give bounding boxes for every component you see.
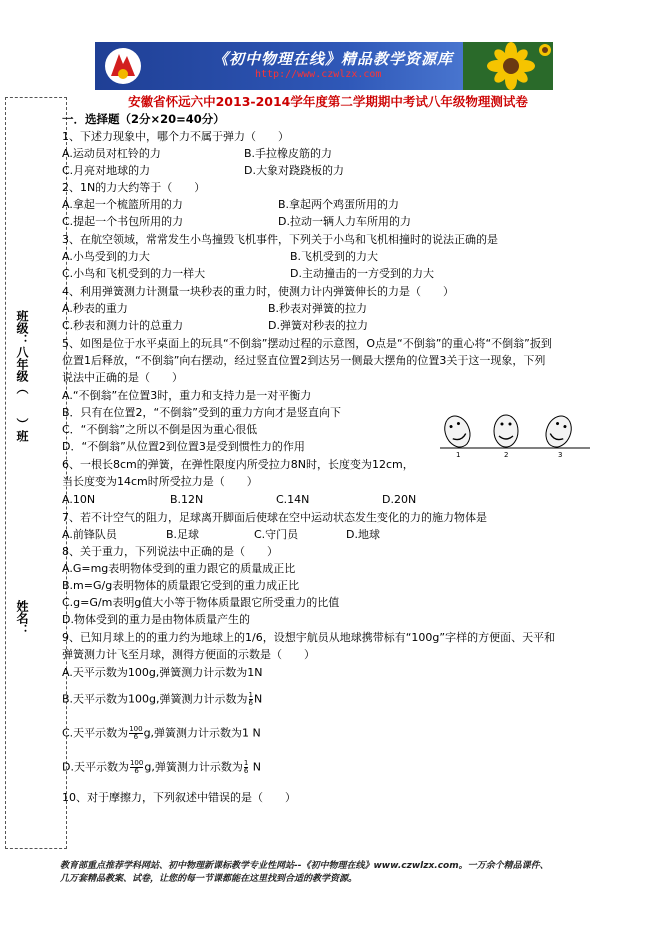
question-1-option-c: C.月亮对地球的力	[62, 164, 151, 177]
question-4-stem: 4、利用弹簧测力计测量一块秒表的重力时，使测力计内弹簧伸长的力是（ ）	[62, 285, 454, 298]
figure-label-3: 3	[558, 451, 563, 459]
question-2-option-b: B.拿起两个鸡蛋所用的力	[278, 198, 400, 211]
question-3-option-c: C.小鸟和飞机受到的力一样大	[62, 267, 206, 280]
question-4-option-b: B.秒表对弹簧的拉力	[268, 302, 368, 315]
header-banner	[95, 42, 553, 90]
question-8-option-b: B.m=G/g表明物体的质量跟它受到的重力成正比	[62, 579, 300, 592]
question-1-option-b: B.手拉橡皮筋的力	[244, 147, 333, 160]
class-label: 班级：八年级（ ）班	[15, 310, 29, 442]
footer-line-1: 教育部重点推荐学科网站、初中物理新课标教学专业性网站--《初中物理在线》www.czwlzx.com。一万余个精品课件、	[60, 861, 549, 871]
tumbler-position-1	[440, 412, 474, 451]
question-6-stem-1: 6、一根长8cm的弹簧，在弹性限度内所受拉力8N时，长度变为12cm，	[62, 458, 414, 471]
question-5-stem-1: 5、如图是位于水平桌面上的玩具“不倒翁”摆动过程的示意图，O点是“不倒翁”的重心将“不倒翁”扳到	[62, 337, 552, 350]
section-heading: 一．选择题（2分×20=40分）	[62, 112, 225, 126]
question-8-option-d: D.物体受到的重力是由物体质量产生的	[62, 613, 250, 626]
question-2-option-a: A.拿起一个梳篮所用的力	[62, 198, 183, 211]
fraction: $\frac{100}{6}$	[129, 725, 143, 741]
question-1-option-d: D.大象对跷跷板的力	[244, 164, 344, 177]
question-9-stem-1: 9、已知月球上的的重力约为地球上的1/6，设想宇航员从地球携带标有“100g”字样的方便面、天平和	[62, 631, 556, 644]
fraction: $\frac{100}{6}$	[129, 759, 144, 775]
question-5-option-d: D．“不倒翁”从位置2到位置3是受到惯性力的作用	[62, 440, 305, 453]
question-4-option-a: A.秒表的重力	[62, 302, 128, 315]
tumbler-position-2	[494, 415, 518, 447]
question-2-option-d: D.拉动一辆人力车所用的力	[278, 215, 411, 228]
question-5-option-c: C．“不倒翁”之所以不倒是因为重心很低	[62, 423, 258, 436]
question-6-option-b: B.12N	[170, 493, 204, 506]
question-7-option-a: A.前锋队员	[62, 528, 117, 541]
question-9-option-a: A.天平示数为100g,弹簧测力计示数为1N	[62, 666, 263, 679]
question-6-option-d: D.20N	[382, 493, 417, 506]
question-8-option-c: C.g=G/m表明g值大小等于物体质量跟它所受重力的比值	[62, 596, 340, 609]
question-9-stem-2: 弹簧测力计飞至月球，测得方便面的示数是（ ）	[62, 648, 315, 661]
footer-line-2: 几万套精品教案、试卷，让您的每一节课都能在这里找到合适的教学资源。	[60, 874, 358, 884]
exam-title: 安徽省怀远六中2013-2014学年度第二学期期中考试八年级物理测试卷	[128, 94, 528, 109]
question-3-option-b: B.飞机受到的力大	[290, 250, 379, 263]
question-7-option-b: B.足球	[166, 528, 200, 541]
question-4-option-c: C.秒表和测力计的总重力	[62, 319, 184, 332]
sunflower-image	[463, 42, 553, 90]
banner-url[interactable]: http://www.czwlzx.com	[255, 69, 382, 80]
question-6-option-a: A.10N	[62, 493, 96, 506]
question-3-option-d: D.主动撞击的一方受到的力大	[290, 267, 434, 280]
question-5-option-a: A.“不倒翁”在位置3时，重力和支持力是一对平衡力	[62, 389, 312, 402]
question-9-option-d: D.天平示数为 $\frac{100}{6}$ g,弹簧测力计示数为 $\frac{1}{6}$ N	[62, 759, 262, 775]
site-logo-icon	[103, 46, 143, 86]
question-8-option-a: A.G=mg表明物体受到的重力跟它的质量成正比	[62, 562, 296, 575]
name-label: 姓名：	[15, 600, 29, 636]
question-9-option-b: B.天平示数为100g,弹簧测力计示数为 $\frac{1}{6}$ N	[62, 691, 263, 707]
fraction: $\frac{1}{6}$	[243, 759, 249, 775]
question-4-option-d: D.弹簧对秒表的拉力	[268, 319, 368, 332]
fraction: $\frac{1}{6}$	[248, 691, 253, 707]
question-2-stem: 2、1N的力大约等于（ ）	[62, 181, 206, 194]
student-info-box	[5, 97, 67, 849]
question-8-stem: 8、关于重力，下列说法中正确的是（ ）	[62, 545, 278, 558]
question-5-stem-3: 说法中正确的是（ ）	[62, 371, 183, 384]
question-7-stem: 7、若不计空气的阻力，足球离开脚面后使球在空中运动状态发生变化的力的施力物体是	[62, 511, 487, 524]
option-b-text: B.天平示数为100g,弹簧测力计示数为	[62, 692, 248, 706]
tumbler-position-3	[542, 412, 576, 451]
figure-label-2: 2	[504, 451, 509, 459]
figure-label-1: 1	[456, 451, 461, 459]
question-1-option-a: A.运动员对杠铃的力	[62, 147, 161, 160]
question-6-option-c: C.14N	[276, 493, 310, 506]
question-9-option-c: C.天平示数为 $\frac{100}{6}$ g,弹簧测力计示数为1 N	[62, 725, 261, 741]
question-10-stem: 10、对于摩擦力，下列叙述中错误的是（ ）	[62, 791, 296, 804]
banner-brand: 《初中物理在线》精品教学资源库	[213, 50, 454, 68]
footer	[60, 860, 620, 886]
question-6-stem-2: 当长度变为14cm时所受拉力是（ ）	[62, 475, 258, 488]
question-1-stem: 1、下述力现象中，哪个力不属于弹力（ ）	[62, 130, 289, 143]
tumbler-figure	[440, 398, 590, 460]
question-5-option-b: B．只有在位置2，“不倒翁”受到的重力方向才是竖直向下	[62, 406, 341, 419]
question-2-option-c: C.提起一个书包所用的力	[62, 215, 184, 228]
question-7-option-d: D.地球	[346, 528, 380, 541]
question-3-stem: 3、在航空领域，常常发生小鸟撞毁飞机事件，下列关于小鸟和飞机相撞时的说法正确的是	[62, 233, 498, 246]
question-7-option-c: C.守门员	[254, 528, 299, 541]
question-3-option-a: A.小鸟受到的力大	[62, 250, 150, 263]
question-5-stem-2: 位置1后释放，“不倒翁”向右摆动，经过竖直位置2到达另一侧最大摆角的位置3关于这一现象，下列	[62, 354, 546, 367]
